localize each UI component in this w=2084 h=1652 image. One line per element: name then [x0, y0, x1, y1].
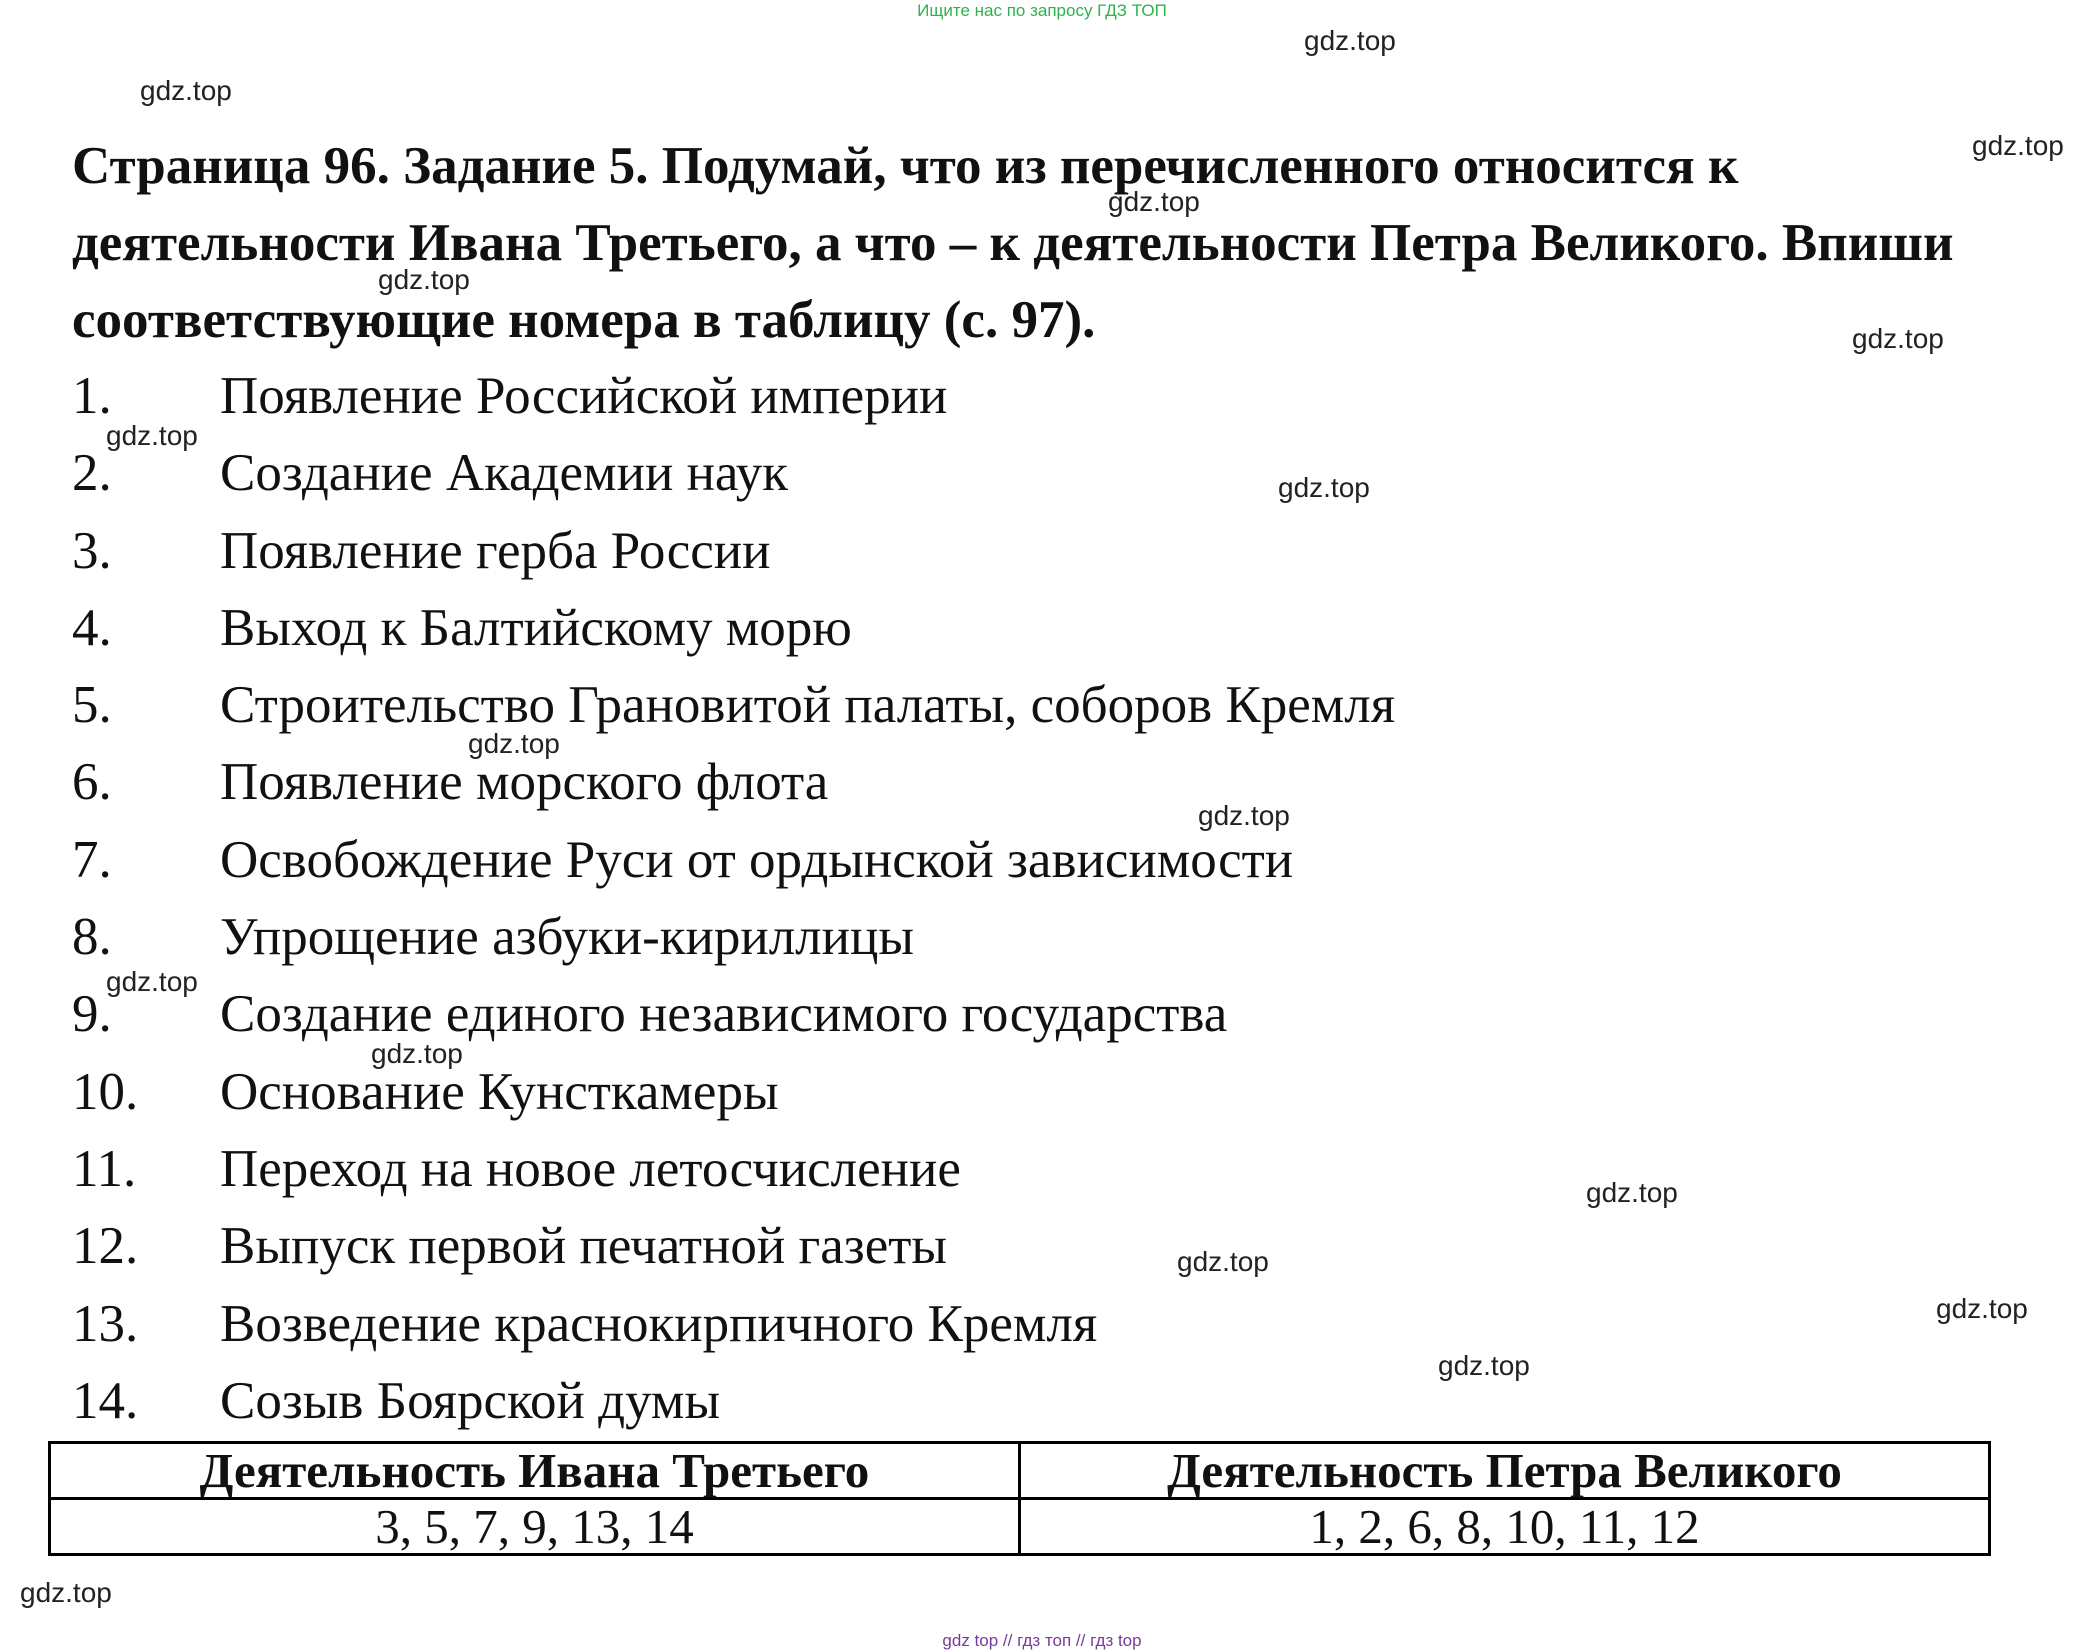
- item-number: 2.: [72, 444, 112, 503]
- watermark: gdz.top: [1936, 1293, 2028, 1324]
- item-number: 14.: [72, 1371, 139, 1430]
- list-item: [72, 1131, 1395, 1208]
- watermark: gdz.top: [1177, 1246, 1269, 1277]
- item-text: Появление морского флота: [220, 753, 829, 812]
- column-header-ivan: Деятельность Ивана Третьего: [50, 1443, 1020, 1499]
- item-text: Появление Российской империи: [220, 367, 948, 425]
- item-number: 3.: [72, 521, 112, 580]
- watermark: gdz.top: [468, 728, 560, 759]
- item-text: Созыв Боярской думы: [220, 1371, 721, 1430]
- item-text: Создание Академии наук: [220, 444, 789, 503]
- bottom-banner: gdz top // гдз топ // гдз top: [942, 1631, 1142, 1650]
- answer-cell-ivan: 3, 5, 7, 9, 13, 14: [50, 1499, 1020, 1555]
- list-item: [72, 1054, 1395, 1131]
- answer-table: [48, 1441, 1991, 1556]
- watermark: gdz.top: [1304, 25, 1396, 56]
- table-header-row: [50, 1443, 1990, 1499]
- watermark: gdz.top: [1586, 1177, 1678, 1208]
- item-number: 4.: [72, 598, 112, 657]
- item-text: Упрощение азбуки-кириллицы: [220, 908, 914, 967]
- item-number: 6.: [72, 753, 112, 812]
- item-number: 11.: [72, 1139, 137, 1198]
- list-item: [72, 976, 1395, 1053]
- item-number: 8.: [72, 908, 112, 967]
- watermark: gdz.top: [371, 1038, 463, 1069]
- item-text: Выход к Балтийскому морю: [220, 598, 852, 657]
- item-number: 10.: [72, 1062, 139, 1121]
- activity-list: [72, 358, 1395, 1440]
- item-number: 9.: [72, 985, 112, 1044]
- list-item: [72, 1363, 1395, 1440]
- item-number: 1.: [72, 367, 112, 425]
- item-text: Создание единого независимого государства: [220, 985, 1228, 1044]
- top-banner: Ищите нас по запросу ГДЗ ТОП: [917, 1, 1167, 20]
- column-header-peter: Деятельность Петра Великого: [1020, 1443, 1990, 1499]
- list-item: [72, 1286, 1395, 1363]
- list-item: [72, 435, 1395, 512]
- item-text: Переход на новое летосчисление: [220, 1139, 961, 1198]
- list-item: [72, 822, 1395, 899]
- item-text: Строительство Грановитой палаты, соборов Кремля: [220, 676, 1396, 735]
- watermark: gdz.top: [1972, 130, 2064, 161]
- watermark: gdz.top: [20, 1577, 112, 1608]
- watermark: gdz.top: [106, 420, 198, 451]
- item-text: Возведение краснокирпичного Кремля: [220, 1294, 1098, 1353]
- list-item: [72, 1208, 1395, 1285]
- item-number: 12.: [72, 1217, 139, 1276]
- list-item: [72, 590, 1395, 667]
- item-text: Выпуск первой печатной газеты: [220, 1217, 948, 1276]
- watermark: gdz.top: [1278, 472, 1370, 503]
- list-item: [72, 513, 1395, 590]
- list-item: [72, 667, 1395, 744]
- item-number: 13.: [72, 1294, 139, 1353]
- item-text: Основание Кунсткамеры: [220, 1062, 779, 1121]
- list-item: [72, 899, 1395, 976]
- item-text: Появление герба России: [220, 521, 771, 580]
- list-item: [72, 744, 1395, 821]
- answer-cell-peter: 1, 2, 6, 8, 10, 11, 12: [1020, 1499, 1990, 1555]
- watermark: gdz.top: [106, 966, 198, 997]
- watermark: gdz.top: [1198, 800, 1290, 831]
- item-number: 5.: [72, 676, 112, 735]
- watermark: gdz.top: [140, 75, 232, 106]
- item-text: Освобождение Руси от ордынской зависимости: [220, 830, 1294, 889]
- task-title: Страница 96. Задание 5. Подумай, что из перечисленного относится к деятельности Ивана Третьего, а что – к деятельности Петра Великого. Впиши соответствующие номера в таблицу (с. 97).: [72, 137, 1954, 349]
- list-item: [72, 358, 1395, 435]
- watermark: gdz.top: [1438, 1350, 1530, 1381]
- table-row: [50, 1499, 1990, 1555]
- watermark: gdz.top: [1108, 186, 1200, 217]
- watermark: gdz.top: [1852, 323, 1944, 354]
- watermark: gdz.top: [378, 264, 470, 295]
- item-number: 7.: [72, 830, 112, 889]
